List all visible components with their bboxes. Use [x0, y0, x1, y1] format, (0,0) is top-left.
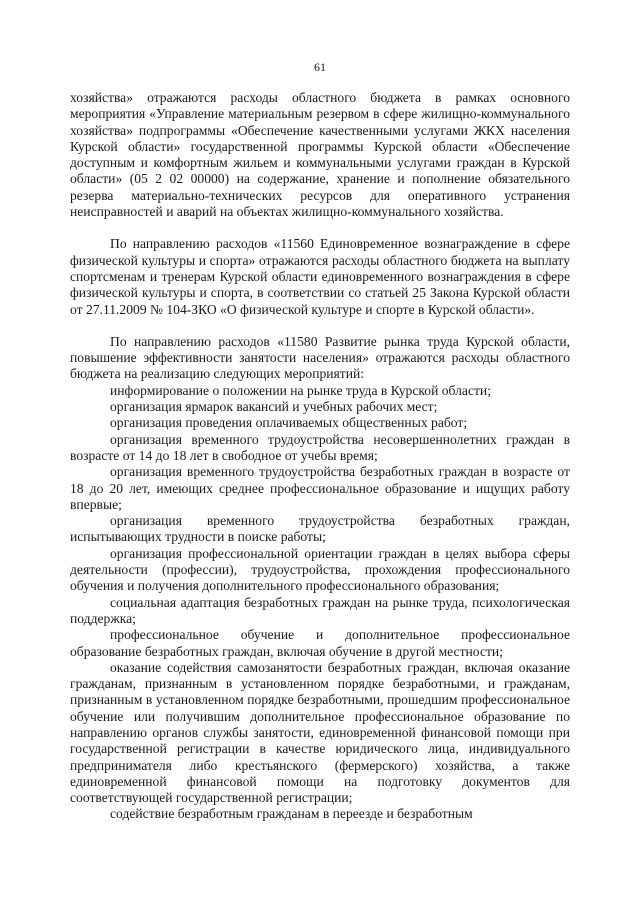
- page-number: 61: [314, 60, 326, 74]
- list-item: организация временного трудоустройства несовершеннолетних граждан в возрасте от 14 до 18 лет в свободное от учебы время;: [70, 431, 570, 463]
- list-item: социальная адаптация безработных граждан на рынке труда, психологическая поддержка;: [70, 594, 570, 626]
- list-item: организация временного трудоустройства безработных граждан в возрасте от 18 до 20 лет, имеющих среднее профессиональное образование и ищущих работу впервые;: [70, 464, 570, 512]
- paragraph: По направлению расходов «11580 Развитие рынка труда Курской области, повышение эффективности занятости населения» отражаются расходы областного бюджета на реализацию следующих мероприятий:: [70, 333, 570, 382]
- list-item: содействие безработным гражданам в переезде и безработным: [110, 806, 473, 822]
- list-item: информирование о положении на рынке труда в Курской области;: [110, 382, 491, 398]
- list-item: организация ярмарок вакансий и учебных рабочих мест;: [110, 399, 438, 415]
- list-item: оказание содействия самозанятости безработных граждан, включая оказание гражданам, признанным в установленном порядке безработными, и гражданам, признанным в установленном порядке безработными, прошедшим профессиональное обучение или получившим дополнительное профессиональное образование по направлению органов службы занятости, единовременной финансовой помощи при государственной регистрации в качестве юридического лица, индивидуального предпринимателя либо крестьянского (фермерского) хозяйства, а также единовременной финансовой помощи на подготовку документов для соответствующей государственной регистрации;: [70, 659, 570, 806]
- paragraph-continued: хозяйства» отражаются расходы областного бюджета в рамках основного мероприятия «Управление материальным резервом в сфере жилищно-коммунального хозяйства» подпрограммы «Обеспечение качественными услугами ЖКХ населения Курской области» государственной программы Курской области «Обеспечение доступным и комфортным жильем и коммунальными услугами граждан в Курской области» (05 2 02 00000) на содержание, хранение и пополнение обязательного резерва материально-технических ресурсов для оперативного устранения неисправностей и аварий на объектах жилищно-коммунального хозяйства.: [70, 90, 570, 220]
- paragraph: По направлению расходов «11560 Единовременное вознаграждение в сфере физической культуры и спорта» отражаются расходы областного бюджета на выплату спортсменам и тренерам Курской области единовременного вознаграждения в сфере физической культуры и спорта, в соответствии со статьей 25 Закона Курской области от 27.11.2009 № 104-ЗКО «О физической культуре и спорте в Курской области».: [70, 236, 570, 317]
- list-item: организация профессиональной ориентации граждан в целях выбора сферы деятельности (профессии), трудоустройства, прохождения профессионального обучения и получения дополнительного профессионального образования;: [70, 545, 570, 594]
- list-item: организация проведения оплачиваемых общественных работ;: [110, 415, 468, 431]
- list-item: профессиональное обучение и дополнительное профессиональное образование безработных граждан, включая обучение в другой местности;: [70, 627, 570, 659]
- document-body: [70, 90, 570, 823]
- list-item: организация временного трудоустройства безработных граждан, испытывающих трудности в поиске работы;: [70, 513, 570, 545]
